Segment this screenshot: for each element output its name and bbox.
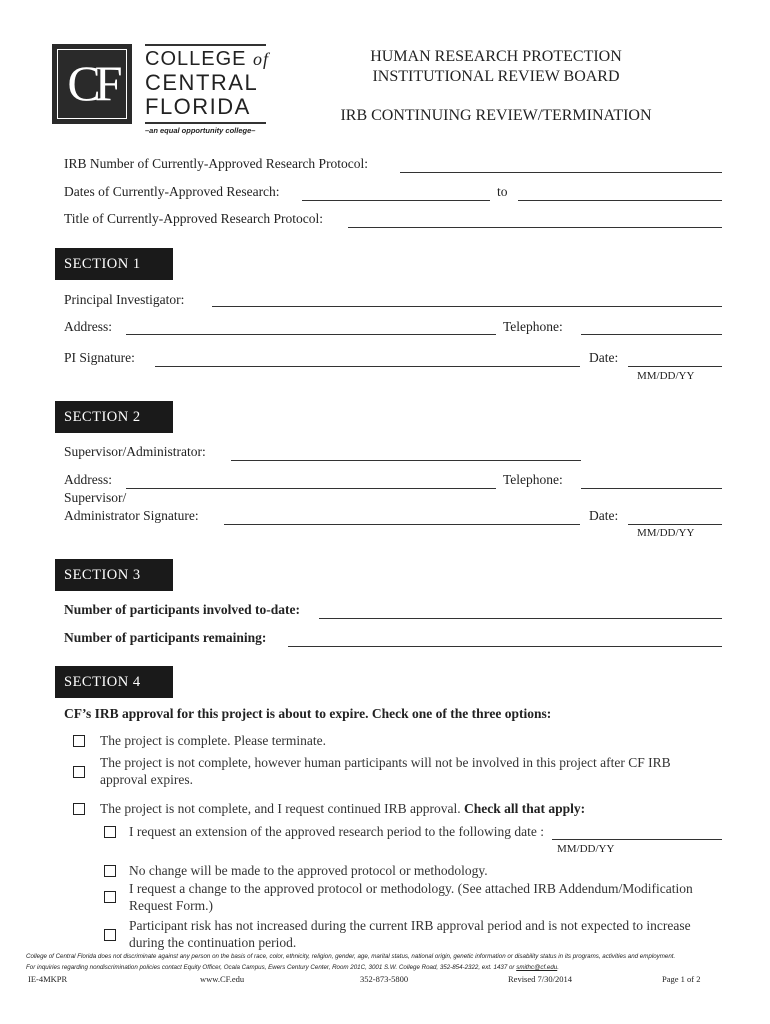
college-logo bbox=[52, 44, 270, 140]
irb-number-line bbox=[400, 172, 722, 173]
logo-top-rule bbox=[145, 44, 266, 46]
option-continue-bold-text: Check all that apply: bbox=[464, 801, 586, 816]
pi-signature-label: PI Signature: bbox=[64, 350, 135, 365]
pi-signature-input[interactable] bbox=[157, 351, 578, 365]
logo-of: of bbox=[253, 49, 270, 69]
pi-telephone-line bbox=[581, 334, 722, 335]
logo-bottom-rule bbox=[145, 122, 266, 124]
risk-checkbox[interactable] bbox=[104, 929, 116, 941]
pi-date-format: MM/DD/YY bbox=[637, 370, 695, 382]
supervisor-line bbox=[231, 460, 581, 461]
section-2-heading: SECTION 2 bbox=[55, 401, 173, 433]
footer-page: Page 1 of 2 bbox=[662, 974, 701, 984]
supervisor-label: Supervisor/Administrator: bbox=[64, 444, 206, 459]
logo-college: COLLEGE bbox=[145, 48, 247, 70]
supervisor-signature-label-2: Administrator Signature: bbox=[64, 508, 199, 523]
pi-telephone-input[interactable] bbox=[583, 319, 720, 333]
option-no-participants-text-2: approval expires. bbox=[100, 772, 193, 787]
pi-input[interactable] bbox=[214, 291, 720, 305]
supervisor-telephone-line bbox=[581, 488, 722, 489]
footer-form-id: IE-4MKPR bbox=[28, 974, 68, 984]
change-request-text-2: Request Form.) bbox=[129, 898, 213, 913]
supervisor-address-label: Address: bbox=[64, 472, 112, 487]
supervisor-signature-label-1: Supervisor/ bbox=[64, 490, 127, 505]
participants-involved-line bbox=[319, 618, 722, 619]
participants-remaining-label: Number of participants remaining: bbox=[64, 630, 267, 645]
protocol-title-label: Title of Currently-Approved Research Protocol: bbox=[64, 211, 323, 226]
header-line-1: HUMAN RESEARCH PROTECTION bbox=[370, 48, 622, 65]
section-3-heading: SECTION 3 bbox=[55, 559, 173, 591]
extension-date-input[interactable] bbox=[554, 824, 720, 838]
extension-date-line bbox=[552, 839, 722, 840]
no-change-checkbox[interactable] bbox=[104, 865, 116, 877]
risk-text-1: Participant risk has not increased during the current IRB approval period and is not expected to increase bbox=[129, 918, 691, 933]
pi-signature-line bbox=[155, 366, 580, 367]
supervisor-telephone-label: Telephone: bbox=[503, 472, 563, 487]
date-end-line bbox=[518, 200, 722, 201]
date-start-input[interactable] bbox=[304, 185, 488, 199]
logo-tagline: –an equal opportunity college– bbox=[145, 126, 256, 135]
section-4-heading: SECTION 4 bbox=[55, 666, 173, 698]
supervisor-telephone-input[interactable] bbox=[583, 473, 720, 487]
supervisor-date-label: Date: bbox=[589, 508, 619, 523]
supervisor-date-format: MM/DD/YY bbox=[637, 527, 695, 539]
irb-number-label: IRB Number of Currently-Approved Research Protocol: bbox=[64, 156, 369, 171]
participants-remaining-line bbox=[288, 646, 722, 647]
participants-involved-input[interactable] bbox=[321, 603, 720, 617]
logo-central: CENTRAL bbox=[145, 70, 259, 95]
protocol-title-input[interactable] bbox=[350, 212, 720, 226]
footer-revised: Revised 7/30/2014 bbox=[508, 974, 572, 984]
logo-monogram-text: CF bbox=[67, 55, 117, 111]
pi-address-input[interactable] bbox=[128, 319, 494, 333]
footer-phone: 352-873-5800 bbox=[360, 974, 409, 984]
extension-checkbox[interactable] bbox=[104, 826, 116, 838]
footer-nondiscrimination: College of Central Florida does not discriminate against any person on the basis of race, color, ethnicity, religion, gender, age, marital status, national origin, genetic information or disability status in its programs, activities and employment. bbox=[26, 953, 676, 960]
date-end-input[interactable] bbox=[520, 185, 720, 199]
option-complete-text: The project is complete. Please terminate. bbox=[100, 733, 327, 748]
logo-monogram-box bbox=[52, 44, 132, 124]
to-label: to bbox=[497, 184, 508, 199]
supervisor-signature-line bbox=[224, 524, 580, 525]
pi-line bbox=[212, 306, 722, 307]
pi-date-line bbox=[628, 366, 722, 367]
form-title: IRB CONTINUING REVIEW/TERMINATION bbox=[340, 107, 652, 124]
extension-date-format: MM/DD/YY bbox=[557, 843, 615, 855]
supervisor-date-line bbox=[628, 524, 722, 525]
date-start-line bbox=[302, 200, 490, 201]
option-continue-checkbox[interactable] bbox=[73, 803, 85, 815]
pi-date-label: Date: bbox=[589, 350, 619, 365]
option-no-participants-checkbox[interactable] bbox=[73, 766, 85, 778]
protocol-title-line bbox=[348, 227, 722, 228]
logo-florida: FLORIDA bbox=[145, 94, 251, 119]
pi-address-line bbox=[126, 334, 496, 335]
supervisor-signature-input[interactable] bbox=[226, 509, 578, 523]
footer-email-link[interactable]: smithc@cf.edu bbox=[516, 964, 558, 971]
irb-number-input[interactable] bbox=[402, 157, 720, 171]
header-line-2: INSTITUTIONAL REVIEW BOARD bbox=[372, 68, 620, 85]
option-continue-text: The project is not complete, and I request continued IRB approval. bbox=[100, 801, 461, 816]
pi-date-input[interactable] bbox=[630, 351, 720, 365]
section-4-intro: CF’s IRB approval for this project is about to expire. Check one of the three options: bbox=[64, 706, 552, 721]
section-1-heading: SECTION 1 bbox=[55, 248, 173, 280]
supervisor-address-input[interactable] bbox=[128, 473, 494, 487]
option-no-participants-text-1: The project is not complete, however human participants will not be involved in this project after CF IRB bbox=[100, 755, 671, 770]
pi-telephone-label: Telephone: bbox=[503, 319, 563, 334]
risk-text-2: during the continuation period. bbox=[129, 935, 297, 950]
dates-label: Dates of Currently-Approved Research: bbox=[64, 184, 280, 199]
footer-email-period: . bbox=[557, 964, 559, 971]
change-request-text-1: I request a change to the approved protocol or methodology. (See attached IRB Addendum/Modification bbox=[129, 881, 693, 896]
supervisor-date-input[interactable] bbox=[630, 509, 720, 523]
pi-label: Principal Investigator: bbox=[64, 292, 185, 307]
no-change-text: No change will be made to the approved protocol or methodology. bbox=[129, 863, 488, 878]
extension-text: I request an extension of the approved research period to the following date : bbox=[129, 824, 544, 839]
option-complete-checkbox[interactable] bbox=[73, 735, 85, 747]
change-request-checkbox[interactable] bbox=[104, 891, 116, 903]
footer-inquiries: For inquiries regarding nondiscrimination policies contact Equity Officer, Ocala Campus, Ewers Century Center, Room 201C, 3001 S.W. College Road, 352-854-2322, ext. 1437 or bbox=[26, 964, 515, 971]
pi-address-label: Address: bbox=[64, 319, 112, 334]
supervisor-input[interactable] bbox=[233, 445, 579, 459]
participants-remaining-input[interactable] bbox=[290, 631, 720, 645]
supervisor-address-line bbox=[126, 488, 496, 489]
participants-involved-label: Number of participants involved to-date: bbox=[64, 602, 300, 617]
footer-website: www.CF.edu bbox=[200, 974, 245, 984]
